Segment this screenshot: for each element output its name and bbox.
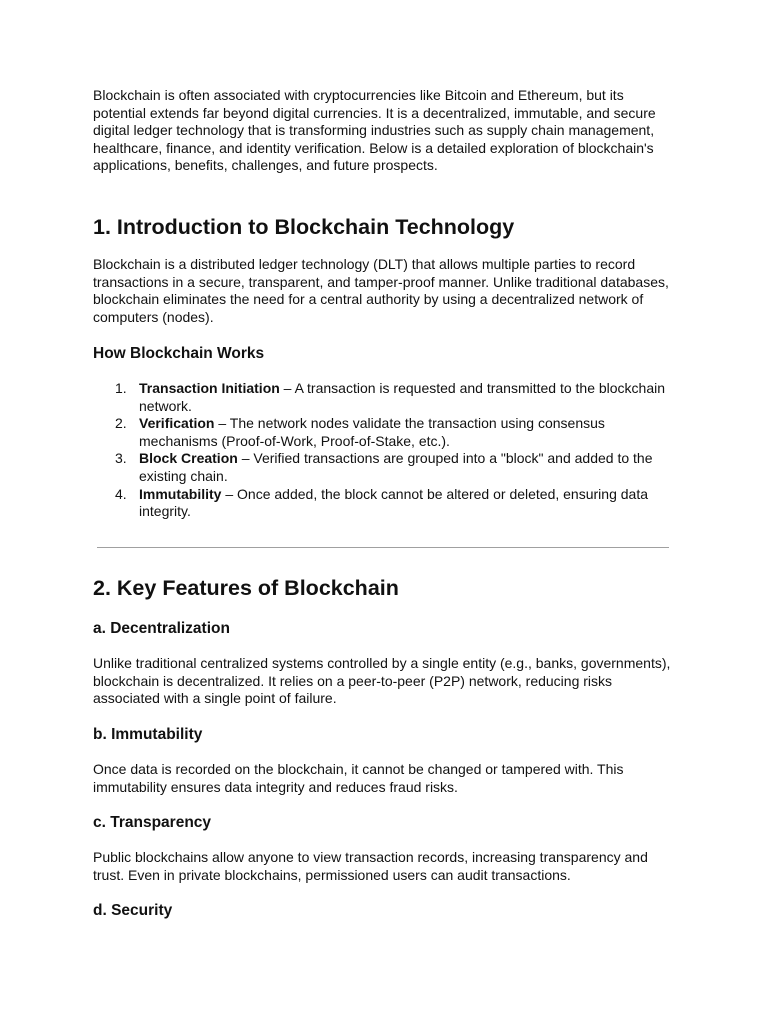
list-number: 1. xyxy=(115,380,127,396)
list-number: 2. xyxy=(115,415,127,432)
feature-heading-security: d. Security xyxy=(93,902,173,919)
list-item xyxy=(93,415,678,450)
feature-text-immutability: Once data is recorded on the blockchain, it cannot be changed or tampered with. This immutability ensures data integrity and reduces fraud risks. xyxy=(93,761,624,795)
feature-heading-decentralization: a. Decentralization xyxy=(93,620,230,637)
step-term: Immutability xyxy=(139,485,222,502)
step-text: – Verified transactions are grouped into a "block" and added to the existing chain. xyxy=(139,450,653,484)
step-term: Verification xyxy=(139,415,215,432)
how-blockchain-works-heading: How Blockchain Works xyxy=(93,345,265,362)
section-1-heading: 1. Introduction to Blockchain Technology xyxy=(93,215,515,239)
section-2-heading: 2. Key Features of Blockchain xyxy=(93,576,399,600)
list-item xyxy=(93,486,678,521)
list-number: 3. xyxy=(115,450,127,467)
list-item xyxy=(93,450,678,485)
list-number: 4. xyxy=(115,485,127,502)
step-text: – Once added, the block cannot be altered or deleted, ensuring data integrity. xyxy=(139,485,648,520)
feature-heading-transparency: c. Transparency xyxy=(93,814,212,831)
section-1-paragraph: Blockchain is a distributed ledger technology (DLT) that allows multiple parties to record transactions in a secure, transparent, and tamper-proof manner. Unlike traditional databases, blockchain eliminates the need for a central authority by using a decentralized network of computers (nodes). xyxy=(93,256,669,325)
steps-list xyxy=(93,380,678,521)
feature-text-decentralization: Unlike traditional centralized systems controlled by a single entity (e.g., banks, governments), blockchain is decentralized. It relies on a peer-to-peer (P2P) network, reducing risks associated with a single point of failure. xyxy=(93,655,671,707)
step-term: Block Creation xyxy=(139,450,238,467)
feature-heading-immutability: b. Immutability xyxy=(93,726,203,743)
step-term: Transaction Initiation xyxy=(139,380,280,396)
feature-text-transparency: Public blockchains allow anyone to view transaction records, increasing transparency and trust. Even in private blockchains, permissioned users can audit transactions. xyxy=(93,849,648,883)
list-item xyxy=(93,380,678,415)
step-text: – A transaction is requested and transmitted to the blockchain network. xyxy=(139,380,666,414)
intro-paragraph: Blockchain is often associated with cryptocurrencies like Bitcoin and Ethereum, but its potential extends far beyond digital currencies. It is a decentralized, immutable, and secure digital ledger technology that is transforming industries such as supply chain management, healthcare, finance, and identity verification. Below is a detailed exploration of blockchain's applications, benefits, challenges, and future prospects. xyxy=(93,87,656,174)
step-text: – The network nodes validate the transaction using consensus mechanisms (Proof-of-Work, Proof-of-Stake, etc.). xyxy=(139,415,605,449)
section-divider xyxy=(97,547,669,548)
